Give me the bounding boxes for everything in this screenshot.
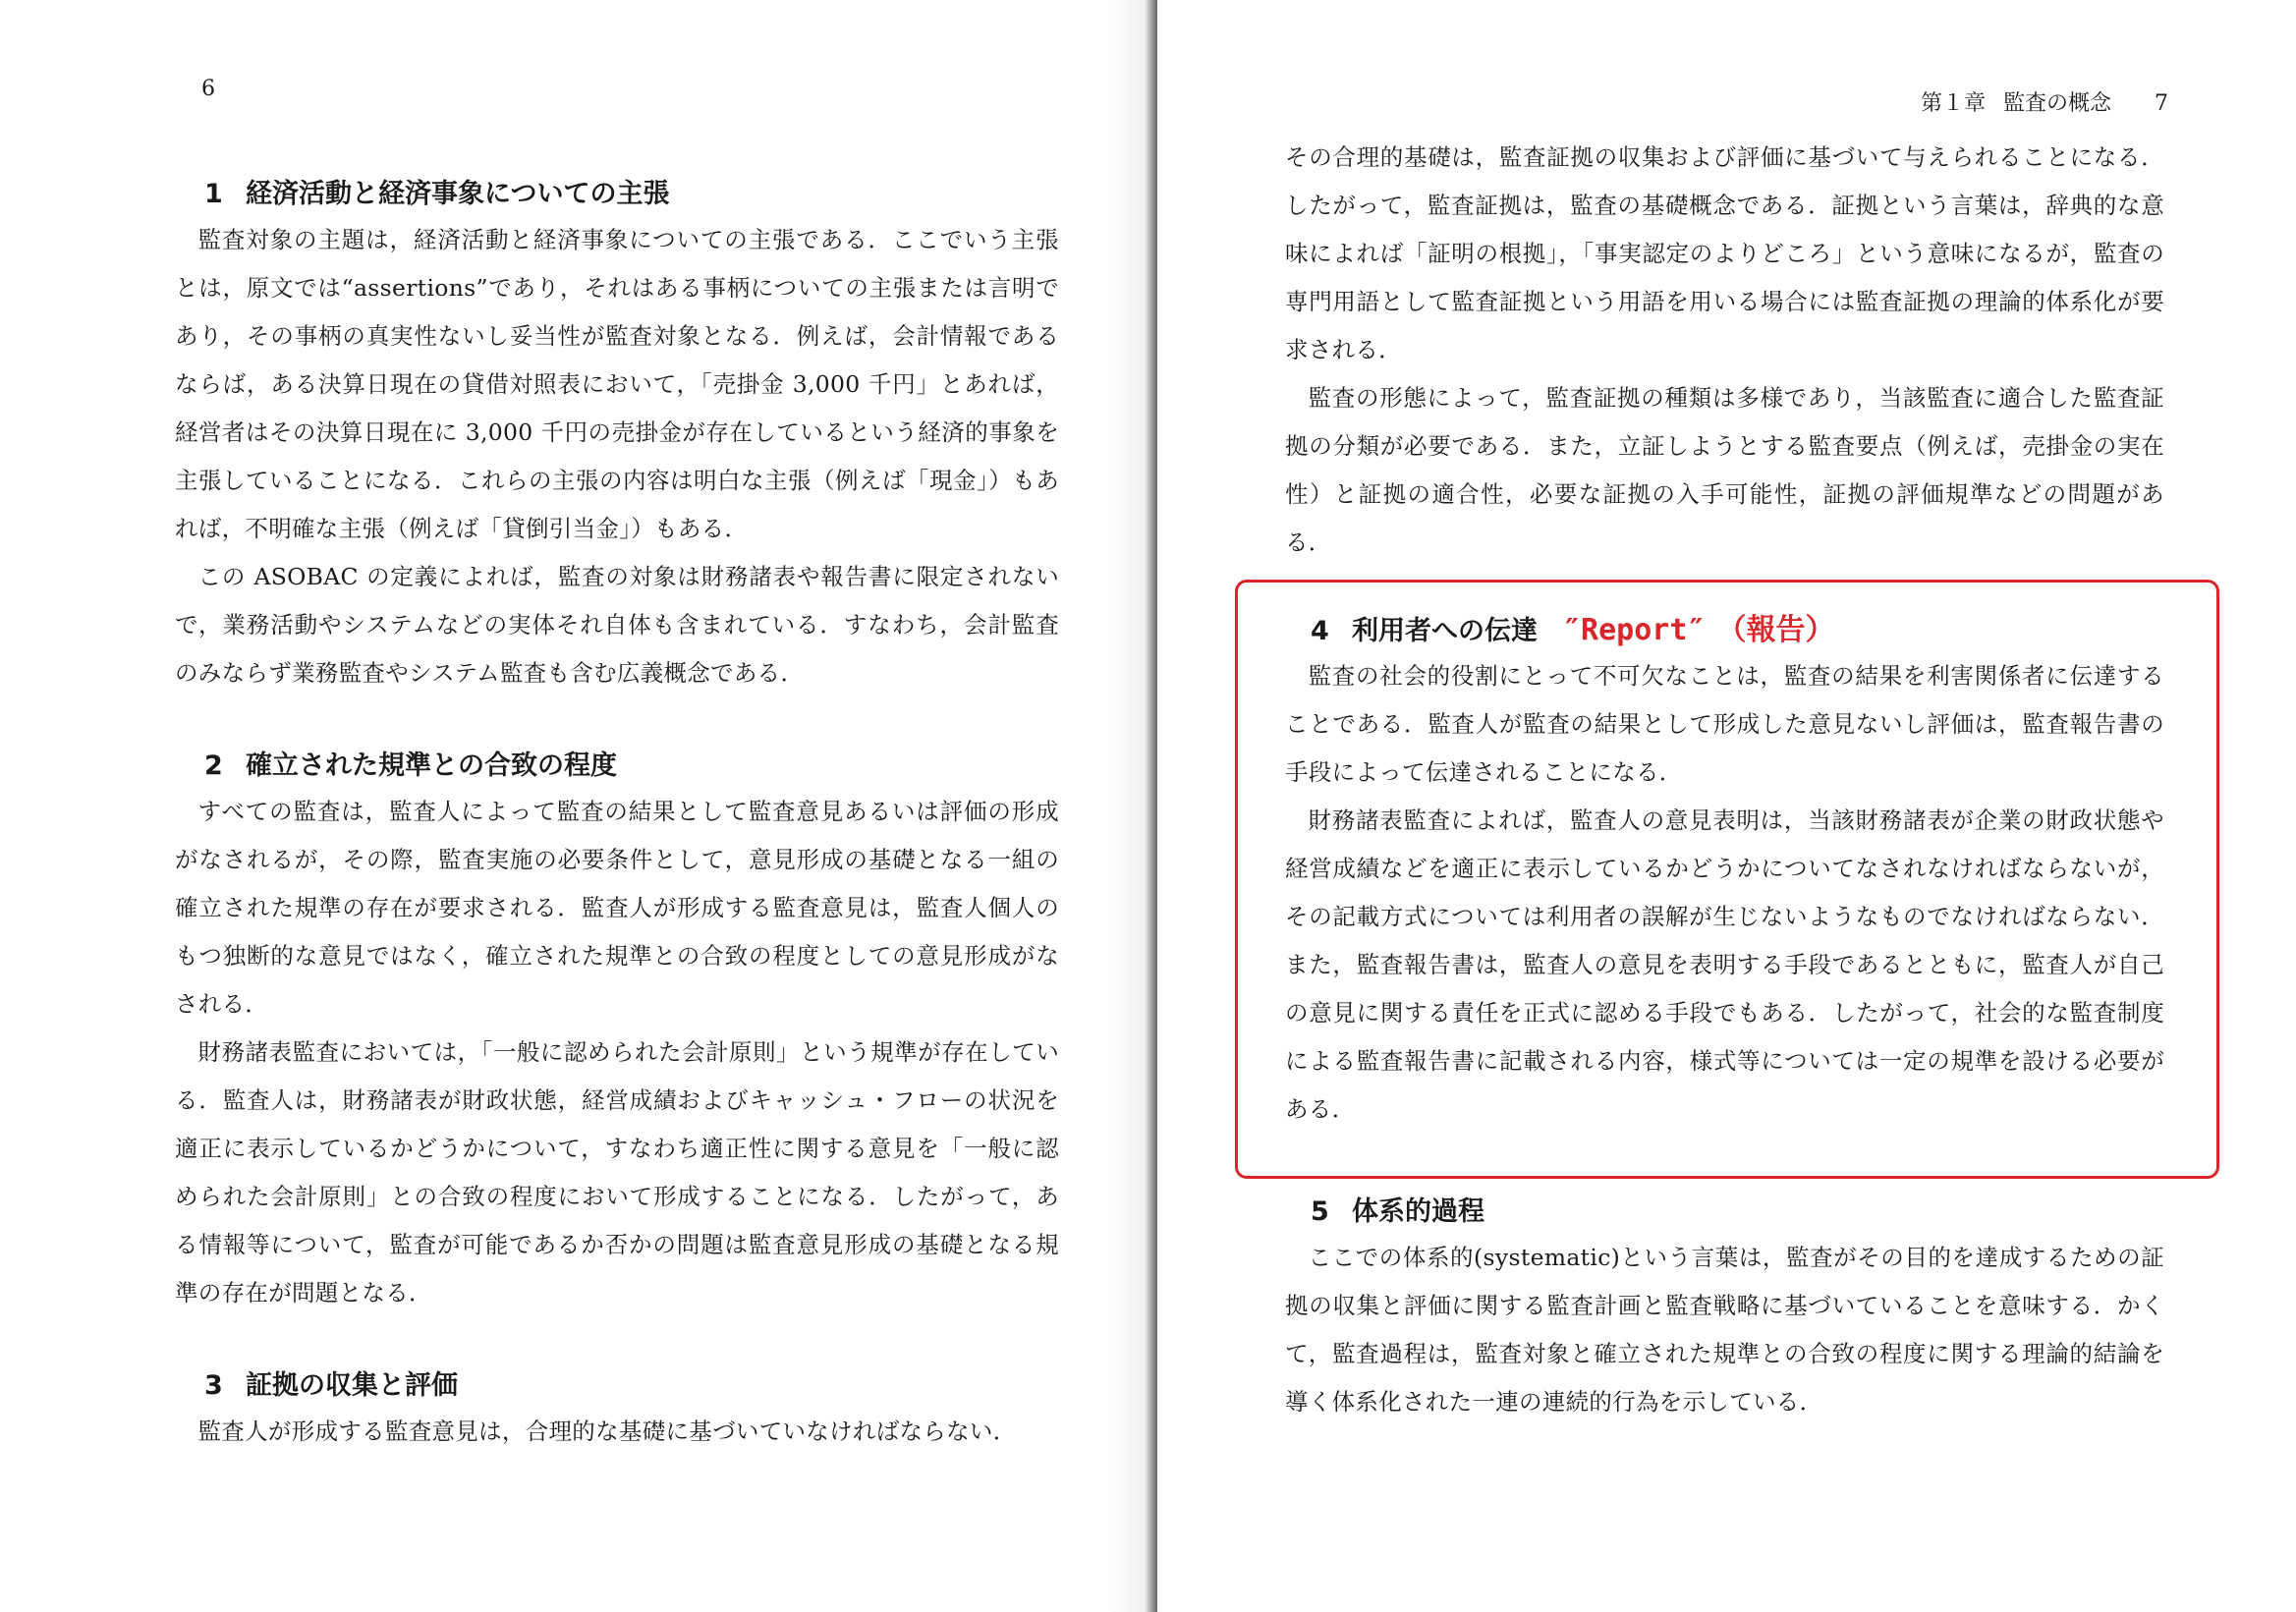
report-annotation bbox=[1563, 613, 1835, 647]
section-number: 5 bbox=[1311, 1196, 1329, 1227]
report-annotation-en: ″Report″ bbox=[1563, 613, 1706, 647]
section-title: 利用者への伝達 bbox=[1352, 616, 1538, 646]
paragraph: ここでの体系的(systematic)という言葉は，監査がその目的を達成するための証拠の収集と評価に関する監査計画と監査戦略に基づいていることを意味する．かくて，監査過程は，監査対象と確立された規準との合致の程度に関する理論的結論を導く体系化された一連の連続的行為を示している． bbox=[1285, 1244, 2164, 1416]
section-heading-5 bbox=[1311, 1191, 2164, 1234]
paragraph: 監査の社会的役割にとって不可欠なことは，監査の結果を利害関係者に伝達することである．監査人が監査の結果として形成した意見ないし評価は，監査報告書の手段によって伝達されることになる． bbox=[1285, 662, 2164, 786]
section-number: 4 bbox=[1311, 616, 1329, 646]
section-number: 2 bbox=[204, 750, 223, 781]
right-column-top bbox=[1285, 134, 2164, 567]
running-head bbox=[1921, 86, 2168, 117]
paragraph: 財務諸表監査によれば，監査人の意見表明は，当該財務諸表が企業の財政状態や経営成績などを適正に表示しているかどうかについてなされなければならないが，その記載方式については利用者の誤解が生じないようなものでなければならない．また，監査報告書は，監査人の意見を表明する手段であるとともに，監査人が自己の意見に関する責任を正式に認める手段でもある．したがって，社会的な監査制度による監査報告書に記載される内容，様式等については一定の規準を設ける必要がある． bbox=[1285, 806, 2164, 1123]
section-heading-4 bbox=[1311, 609, 2164, 652]
report-annotation-ja: （報告） bbox=[1716, 613, 1835, 647]
left-column bbox=[175, 173, 1059, 1456]
highlighted-section-4 bbox=[1285, 609, 2164, 1134]
paragraph: すべての監査は，監査人によって監査の結果として監査意見あるいは評価の形成がなされるが，その際，監査実施の必要条件として，意見形成の基礎となる一組の確立された規準の存在が要求される．監査人が形成する監査意見は，監査人個人のもつ独断的な意見ではなく，確立された規準との合致の程度としての意見形成がなされる． bbox=[175, 798, 1059, 1018]
section-heading-1 bbox=[204, 173, 1059, 216]
section-number: 1 bbox=[204, 179, 223, 209]
paragraph: 監査対象の主題は，経済活動と経済事象についての主張である．ここでいう主張とは，原文では“assertions”であり，それはある事柄についての主張または言明であり，その事柄の真実性ないし妥当性が監査対象となる．例えば，会計情報であるならば，ある決算日現在の貸借対照表において，「売掛金 3,000 千円」とあれば，経営者はその決算日現在に 3,000 千円の売掛金が存在しているという経済的事象を主張していることになる．これらの主張の内容は明白な主張（例えば「現金」）もあれば，不明確な主張（例えば「貸倒引当金」）もある． bbox=[175, 226, 1059, 542]
section-title: 確立された規準との合致の程度 bbox=[246, 750, 617, 781]
section-number: 3 bbox=[204, 1370, 223, 1401]
paragraph: 監査人が形成する監査意見は，合理的な基礎に基づいていなければならない． bbox=[197, 1417, 1017, 1445]
right-column-bottom bbox=[1285, 1191, 2164, 1426]
page-number: 6 bbox=[201, 77, 215, 101]
section-title: 経済活動と経済事象についての主張 bbox=[246, 179, 670, 209]
running-head-chapter: 第１章 bbox=[1920, 91, 1986, 116]
section-heading-2 bbox=[204, 745, 1059, 788]
section-heading-3 bbox=[204, 1364, 1059, 1408]
page-number: 7 bbox=[2155, 91, 2168, 116]
paragraph: 財務諸表監査においては，「一般に認められた会計原則」という規準が存在している．監査人は，財務諸表が財政状態，経営成績およびキャッシュ・フローの状況を適正に表示しているかどうかについて，すなわち適正性に関する意見を「一般に認められた会計原則」との合致の程度において形成することになる．したがって，ある情報等について，監査が可能であるか否かの問題は監査意見形成の基礎となる規準の存在が問題となる． bbox=[175, 1038, 1059, 1306]
running-head-title: 監査の概念 bbox=[2002, 91, 2111, 116]
paragraph: 監査の形態によって，監査証拠の種類は多様であり，当該監査に適合した監査証拠の分類が必要である．また，立証しようとする監査要点（例えば，売掛金の実在性）と証拠の適合性，必要な証拠の入手可能性，証拠の評価規準などの問題がある． bbox=[1285, 384, 2164, 556]
paragraph: この ASOBAC の定義によれば，監査の対象は財務諸表や報告書に限定されないで，業務活動やシステムなどの実体それ自体も含まれている．すなわち，会計監査のみならず業務監査やシステム監査も含む広義概念である． bbox=[175, 563, 1059, 687]
section-title: 体系的過程 bbox=[1352, 1196, 1484, 1227]
section-title: 証拠の収集と評価 bbox=[246, 1370, 458, 1401]
paragraph: その合理的基礎は，監査証拠の収集および評価に基づいて与えられることになる．したがって，監査証拠は，監査の基礎概念である．証拠という言葉は，辞典的な意味によれば「証明の根拠」，「事実認定のよりどころ」という意味になるが，監査の専門用語として監査証拠という用語を用いる場合には監査証拠の理論的体系化が要求される． bbox=[1285, 143, 2164, 363]
